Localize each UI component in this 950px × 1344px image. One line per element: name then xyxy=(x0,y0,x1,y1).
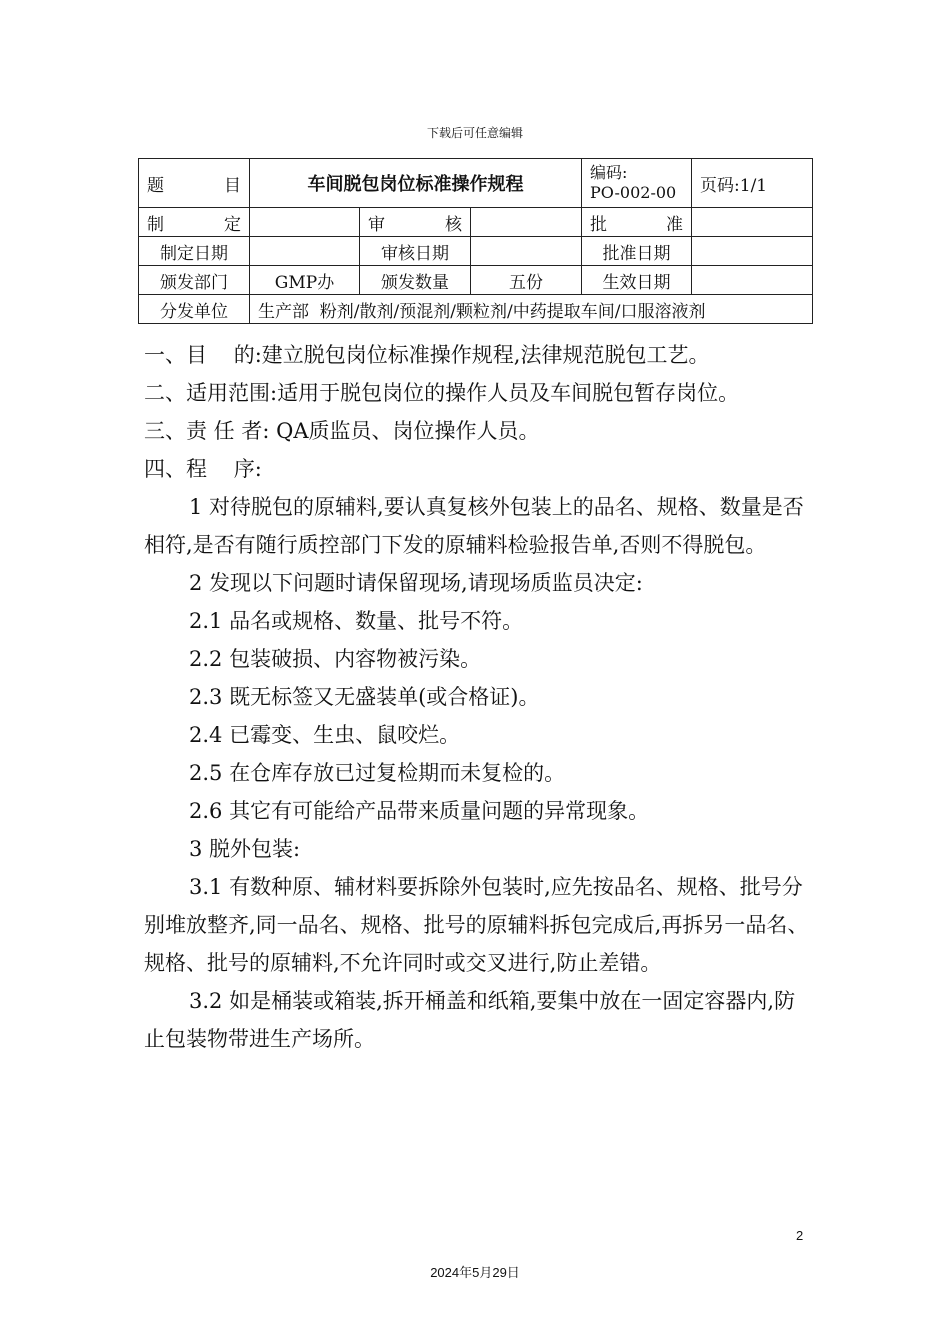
page-label: 页码:1/1 xyxy=(692,159,813,208)
document-title: 车间脱包岗位标准操作规程 xyxy=(250,159,582,208)
procedure-item-3: 3 脱外包装: xyxy=(189,837,301,861)
prepared-label: 制 定 xyxy=(139,208,250,237)
reviewed-value xyxy=(471,208,582,237)
procedure-item-2-1: 2.1 品名或规格、数量、批号不符。 xyxy=(189,609,524,633)
prepared-date-value xyxy=(250,237,360,266)
document-code-cell xyxy=(582,159,692,208)
approved-value xyxy=(692,208,813,237)
section-procedure: 四、程 序: xyxy=(144,457,262,481)
section-scope: 二、适用范围:适用于脱包岗位的操作人员及车间脱包暂存岗位。 xyxy=(144,381,740,405)
meta-row-signoff xyxy=(139,208,813,237)
procedure-item-3-1: 3.1 有数种原、辅材料要拆除外包装时,应先按品名、规格、批号分别堆放整齐,同一品名、规格、批号的原辅料拆包完成后,再拆另一品名、规格、批号的原辅料,不允许同时或交叉进行,防止差错。 xyxy=(144,875,809,975)
effective-date-label: 生效日期 xyxy=(582,266,692,295)
approved-date-label: 批准日期 xyxy=(582,237,692,266)
approved-label: 批 准 xyxy=(582,208,692,237)
distribution-label: 分发单位 xyxy=(139,295,250,324)
procedure-item-2-2: 2.2 包装破损、内容物被污染。 xyxy=(189,647,482,671)
reviewed-label: 审 核 xyxy=(360,208,471,237)
quantity-value: 五份 xyxy=(471,266,582,295)
section-purpose: 一、目 的:建立脱包岗位标准操作规程,法律规范脱包工艺。 xyxy=(144,343,710,367)
document-body xyxy=(144,336,812,1058)
procedure-item-2-6: 2.6 其它有可能给产品带来质量问题的异常现象。 xyxy=(189,799,650,823)
meta-row-dates xyxy=(139,237,813,266)
header-note: 下载后可任意编辑 xyxy=(426,126,523,140)
document-code: PO-002-00 xyxy=(590,183,677,202)
procedure-item-1: 1 对待脱包的原辅料,要认真复核外包装上的品名、规格、数量是否相符,是否有随行质控部门下发的原辅料检验报告单,否则不得脱包。 xyxy=(144,495,804,557)
procedure-item-3-2: 3.2 如是桶装或箱装,拆开桶盖和纸箱,要集中放在一固定容器内,防止包装物带进生产场所。 xyxy=(144,989,796,1051)
procedure-item-2-4: 2.4 已霉变、生虫、鼠咬烂。 xyxy=(189,723,461,747)
meta-row-title xyxy=(139,159,813,208)
issuer-label: 颁发部门 xyxy=(139,266,250,295)
section-responsible: 三、责 任 者: QA质监员、岗位操作人员。 xyxy=(144,419,540,443)
meta-row-distribution xyxy=(139,295,813,324)
prepared-date-label: 制定日期 xyxy=(139,237,250,266)
quantity-label: 颁发数量 xyxy=(360,266,471,295)
meta-row-issue xyxy=(139,266,813,295)
reviewed-date-label: 审核日期 xyxy=(360,237,471,266)
document-meta-table xyxy=(138,158,813,324)
prepared-value xyxy=(250,208,360,237)
reviewed-date-value xyxy=(471,237,582,266)
title-label: 题 目 xyxy=(139,159,250,208)
procedure-item-2: 2 发现以下问题时请保留现场,请现场质监员决定: xyxy=(189,571,643,595)
issuer-value: GMP办 xyxy=(250,266,360,295)
distribution-value: 生产部 粉剂/散剂/预混剂/颗粒剂/中药提取车间/口服溶液剂 xyxy=(250,295,813,324)
page-number: 2 xyxy=(796,1228,804,1243)
procedure-item-2-5: 2.5 在仓库存放已过复检期而未复检的。 xyxy=(189,761,566,785)
approved-date-value xyxy=(692,237,813,266)
footer-date: 2024年5月29日 xyxy=(430,1265,520,1280)
code-label: 编码: xyxy=(590,163,628,182)
effective-date-value xyxy=(692,266,813,295)
procedure-item-2-3: 2.3 既无标签又无盛装单(或合格证)。 xyxy=(189,685,540,709)
